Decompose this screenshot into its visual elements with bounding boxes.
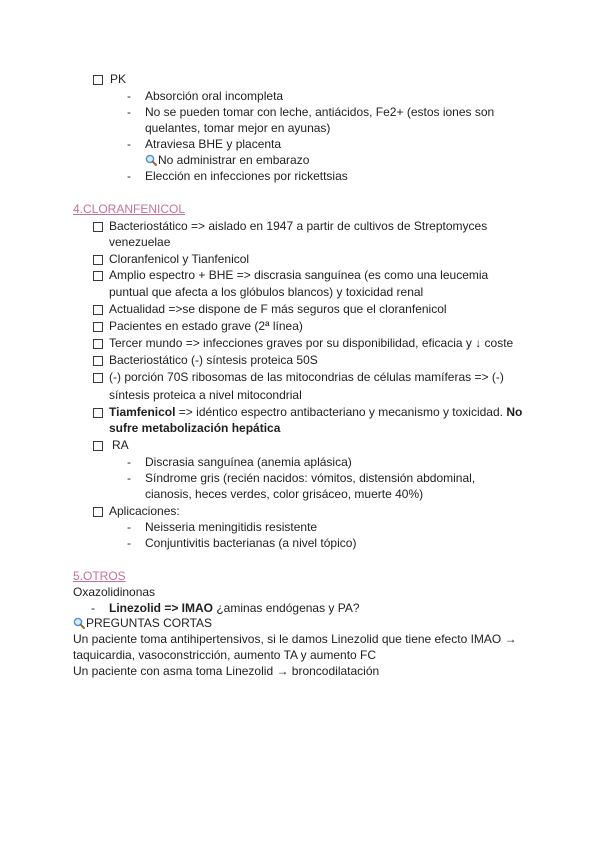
subheading-oxazolidinonas: Oxazolidinonas	[73, 585, 156, 599]
pk-item: No administrar en embarazo	[158, 153, 310, 167]
linezolid-text: ¿aminas endógenas y PA?	[213, 601, 360, 615]
question-text: taquicardia, vasoconstricción, aumento TA y aumento FC	[73, 648, 377, 662]
magnifier-icon	[145, 154, 157, 166]
list-item: síntesis proteica a nivel mitocondrial	[109, 388, 302, 402]
pk-note	[145, 152, 309, 168]
checkbox-icon	[93, 222, 103, 232]
bullet-dash: -	[127, 520, 131, 534]
aplicaciones-item: Conjuntivitis bacterianas (a nivel tópico)	[145, 536, 357, 550]
list-item: Bacteriostático (-) síntesis proteica 50S	[109, 353, 318, 367]
checkbox-icon	[93, 75, 103, 85]
list-item: Cloranfenicol y Tianfenicol	[109, 252, 250, 266]
ra-item: Discrasia sanguínea (anemia aplásica)	[145, 455, 352, 469]
bullet-dash: -	[127, 471, 131, 485]
tiamfenicol-text: => idéntico espectro antibacteriano y mecanismo y toxicidad.	[175, 405, 507, 419]
checkbox-icon	[93, 441, 103, 451]
checkbox-icon	[93, 408, 103, 418]
list-item: Pacientes en estado grave (2ª línea)	[109, 319, 303, 333]
bullet-dash: -	[127, 137, 131, 151]
bullet-dash: -	[127, 455, 131, 469]
list-item: Actualidad =>se dispone de F más seguros que el cloranfenicol	[109, 302, 447, 316]
list-item: Bacteriostático => aislado en 1947 a partir de cultivos de Streptomyces	[109, 219, 488, 233]
checkbox-icon	[93, 305, 103, 315]
checkbox-icon	[93, 255, 103, 265]
linezolid-label: Linezolid => IMAO	[109, 601, 214, 615]
bullet-dash: -	[127, 169, 131, 183]
tiamfenicol-label: Tiamfenicol	[109, 405, 176, 419]
list-item: Tercer mundo => infecciones graves por su disponibilidad, eficacia y ↓ coste	[109, 336, 514, 350]
pk-item: quelantes, tomar mejor en ayunas)	[145, 121, 331, 135]
pk-item: Atraviesa BHE y placenta	[145, 137, 282, 151]
list-item: puntual que afecta a los glóbulos blancos) y toxicidad renal	[109, 285, 424, 299]
tiamfenicol-line-2	[109, 420, 280, 436]
pk-item: No se pueden tomar con leche, antiácidos, Fe2+ (estos iones son	[145, 105, 495, 119]
linezolid-line	[109, 600, 360, 616]
tiamfenicol-bold: No	[506, 405, 523, 419]
ra-item: Síndrome gris (recién nacidos: vómitos, distensión abdominal,	[145, 471, 476, 485]
section-heading-otros: 5.OTROS	[73, 569, 126, 583]
aplicaciones-title: Aplicaciones:	[109, 504, 180, 518]
checkbox-icon	[93, 271, 103, 281]
bullet-dash: -	[127, 89, 131, 103]
aplicaciones-item: Neisseria meningitidis resistente	[145, 520, 318, 534]
checkbox-icon	[93, 322, 103, 332]
preguntas-heading	[73, 615, 212, 631]
bullet-dash: -	[127, 536, 131, 550]
list-item: (-) porción 70S ribosomas de las mitocondrias de células mamíferas => (-)	[109, 370, 504, 384]
checkbox-icon	[93, 356, 103, 366]
bullet-dash: -	[91, 601, 95, 615]
list-item: Amplio espectro + BHE => discrasia sanguínea (es como una leucemia	[109, 268, 489, 282]
magnifier-icon	[73, 617, 85, 629]
ra-title: RA	[112, 438, 129, 452]
question-text: Un paciente con asma toma Linezolid → broncodilatación	[73, 664, 380, 678]
checkbox-icon	[93, 507, 103, 517]
checkbox-icon	[93, 373, 103, 383]
section-heading-cloranfenicol: 4.CLORANFENICOL	[73, 202, 186, 216]
pk-title: PK	[110, 72, 127, 86]
tiamfenicol-line	[109, 404, 522, 420]
tiamfenicol-bold: sufre metabolización hepática	[109, 421, 281, 435]
pk-item: Elección en infecciones por rickettsias	[145, 169, 348, 183]
pk-item: Absorción oral incompleta	[145, 89, 284, 103]
preguntas-label: PREGUNTAS CORTAS	[86, 616, 213, 630]
ra-item: cianosis, heces verdes, color grisáceo, muerte 40%)	[145, 487, 424, 501]
list-item: venezuelae	[109, 235, 171, 249]
question-text: Un paciente toma antihipertensivos, si le damos Linezolid que tiene efecto IMAO →	[73, 632, 517, 646]
bullet-dash: -	[127, 105, 131, 119]
checkbox-icon	[93, 339, 103, 349]
